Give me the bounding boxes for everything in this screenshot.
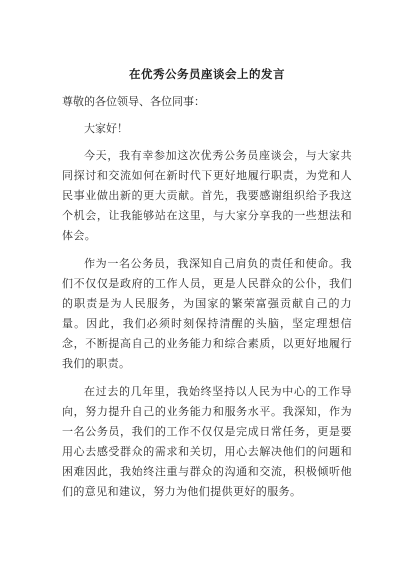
greeting: 大家好！ <box>84 122 128 135</box>
paragraph-intro: 今天，我有幸参加这次优秀公务员座谈会，与大家共同探讨和交流如何在新时代下更好地履行职责，为党和人民事业做出新的更大贡献。首先，我要感谢组织给予我这个机会，让我能够站在这里，与大家分享我的一些想法和体会。 <box>62 149 352 242</box>
paragraph-experience: 在过去的几年里，我始终坚持以人民为中心的工作导向，努力提升自己的业务能力和服务水平。我深知，作为一名公务员，我们的工作不仅仅是完成日常任务，更是要用心去感受群众的需求和关切，用心去解决他们的问题和困难因此，我始终注重与群众的沟通和交流，积极倾听他们的意见和建议，努力为他们提供更好的服务。 <box>62 385 352 498</box>
salutation: 尊敬的各位领导、各位同事： <box>62 95 205 108</box>
paragraph-responsibility: 作为一名公务员，我深知自己肩负的责任和使命。我们不仅仅是政府的工作人员，更是人民群众的公仆，我们的职责是为人民服务，为国家的繁荣富强贡献自己的力量。因此，我们必须时刻保持清醒的头脑，坚定理想信念，不断提高自己的业务能力和综合素质，以更好地履行我们的职责。 <box>62 257 352 370</box>
document-title: 在优秀公务员座谈会上的发言 <box>129 67 285 81</box>
document-body <box>62 66 352 510</box>
